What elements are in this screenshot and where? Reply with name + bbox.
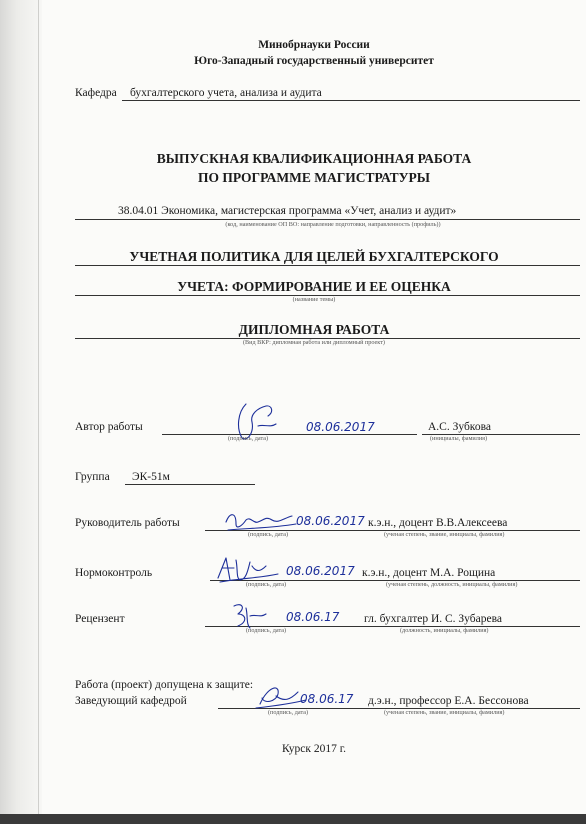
head-of-department-name: д.э.н., профессор Е.А. Бессонова [368, 695, 529, 707]
reviewer-name-caption: (должность, инициалы, фамилия) [400, 627, 489, 634]
reviewer-sig-caption: (подпись, дата) [246, 627, 287, 634]
normcontrol-date-handwritten: 08.06.2017 [286, 564, 355, 578]
topic-underline1 [75, 265, 580, 266]
program-value: 38.04.01 Экономика, магистерская программа «Учет, анализ и аудит» [118, 205, 457, 217]
university-name: Юго-Западный государственный университет [194, 55, 434, 67]
scan-bottom-edge [0, 814, 586, 824]
admission-text: Работа (проект) допущена к защите: [75, 679, 254, 691]
work-type-caption: (Вид ВКР: дипломная работа или дипломный проект) [242, 339, 385, 346]
reviewer-label: Рецензент [75, 613, 125, 625]
normcontrol-label: Нормоконтроль [75, 567, 153, 579]
normcontrol-name: к.э.н., доцент М.А. Рощина [362, 567, 496, 579]
department-value: бухгалтерского учета, анализа и аудита [130, 87, 322, 99]
work-title-line1: ВЫПУСКНАЯ КВАЛИФИКАЦИОННАЯ РАБОТА [156, 151, 472, 166]
topic-line1: УЧЕТНАЯ ПОЛИТИКА ДЛЯ ЦЕЛЕЙ БУХГАЛТЕРСКОГО [129, 249, 499, 264]
supervisor-name-caption: (ученая степень, звание, инициалы, фамилия) [384, 531, 505, 538]
city-year: Курск 2017 г. [281, 743, 347, 755]
department-underline [122, 100, 580, 101]
program-caption: (код, наименование ОП ВО: направление подготовки, направленность (профиль)) [225, 221, 441, 228]
group-underline [125, 484, 255, 485]
topic-line2: УЧЕТА: ФОРМИРОВАНИЕ И ЕЕ ОЦЕНКА [177, 279, 451, 294]
normcontrol-sig-caption: (подпись, дата) [246, 581, 287, 588]
reviewer-date-handwritten: 08.06.17 [286, 610, 340, 624]
author-label: Автор работы [75, 421, 143, 433]
head-of-department-label: Заведующий кафедрой [75, 695, 187, 707]
author-sig-caption: (подпись, дата) [228, 435, 269, 442]
program-underline [75, 219, 580, 220]
supervisor-label: Руководитель работы [75, 517, 180, 529]
binding-edge [0, 0, 42, 824]
head-date-handwritten: 08.06.17 [300, 692, 354, 706]
author-date-handwritten: 08.06.2017 [306, 420, 375, 434]
ministry-name: Минобрнауки России [258, 39, 370, 51]
head-sig-caption: (подпись, дата) [268, 709, 309, 716]
topic-caption: (название темы) [292, 296, 336, 303]
department-label: Кафедра [75, 87, 117, 99]
work-type-value: ДИПЛОМНАЯ РАБОТА [238, 322, 390, 337]
normcontrol-name-caption: (ученая степень, должность, инициалы, фамилия) [386, 581, 518, 588]
work-title-line2: ПО ПРОГРАММЕ МАГИСТРАТУРЫ [197, 170, 431, 185]
author-name-caption: (инициалы, фамилия) [430, 435, 488, 442]
reviewer-name: гл. бухгалтер И. С. Зубарева [364, 613, 502, 625]
head-name-caption: (ученая степень, звание, инициалы, фамилия) [384, 709, 505, 716]
supervisor-name: к.э.н., доцент В.В.Алексеева [368, 517, 508, 529]
supervisor-date-handwritten: 08.06.2017 [296, 514, 365, 528]
group-value: ЭК-51м [132, 471, 170, 483]
group-label: Группа [75, 471, 110, 483]
supervisor-sig-caption: (подпись, дата) [248, 531, 289, 538]
author-name: А.С. Зубкова [428, 421, 491, 433]
